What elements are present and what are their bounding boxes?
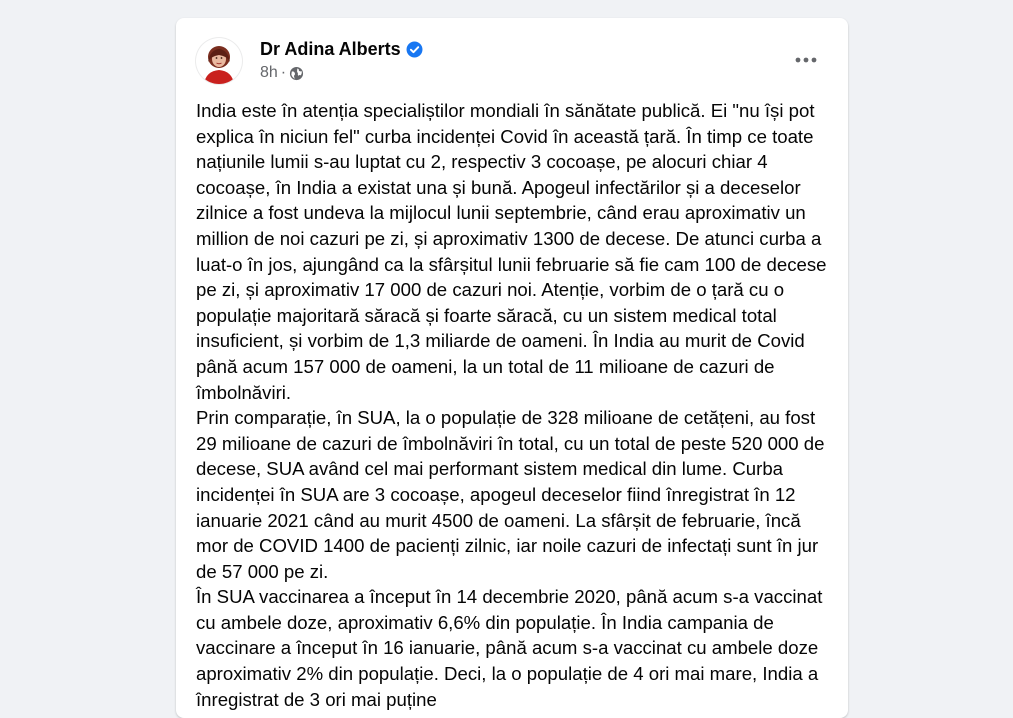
verified-badge-icon xyxy=(406,41,423,58)
post-card xyxy=(176,18,848,718)
post-timestamp[interactable]: 8h xyxy=(260,64,278,81)
post-body xyxy=(196,98,828,712)
post-paragraph: Prin comparație, în SUA, la o populație de 328 milioane de cetățeni, au fost 29 milioane de cazuri de îmbolnăviri în total, cu un total de peste 520 000 de decese, SUA având cel mai performant sistem medical din lume. Curba incidenței în SUA are 3 cocoașe, apogeul deceselor fiind înregistrat în 12 ianuarie 2021 când au murit 4500 de oameni. La sfârșit de februarie, încă mor de COVID 1400 de pacienți zilnic, iar noile cazuri de infectați sunt în jur de 57 000 pe zi. xyxy=(196,407,825,582)
post-paragraph: În SUA vaccinarea a început în 14 decembrie 2020, până acum s-a vaccinat cu ambele doze, aproximativ 6,6% din populație. În India campania de vaccinare a început în 16 ianuarie, până acum s-a vaccinat cu ambele doze aproximativ 2% din populație. Deci, la o populație de 4 ori mai mare, India a înregistrat de 3 ori mai puține xyxy=(196,586,823,710)
globe-icon[interactable] xyxy=(289,66,304,81)
author-name[interactable]: Dr Adina Alberts xyxy=(260,39,401,59)
post-paragraph: India este în atenția specialiștilor mondiali în sănătate publică. Ei "nu își pot explica în niciun fel" curba incidenței Covid în această țară. În timp ce toate națiunile lumii s-au luptat cu 2, respectiv 3 cocoașe, pe alocuri chiar 4 cocoașe, în India a existat una și bună. Apogeul infectărilor și a deceselor zilnice a fost undeva la mijlocul lunii septembrie, când erau aproximativ un million de noi cazuri pe zi, și aproximativ 1300 de decese. De atunci curba a luat-o în jos, ajungând ca la sfârșitul lunii februarie să fie cam 100 de decese pe zi, și aproximativ 17 000 de cazuri noi. Atenție, vorbim de o țară cu o populație majoritară săracă și foarte săracă, cu un sistem medical total insuficient, și vorbim de 1,3 miliarde de oameni. În India au murit de Covid până acum 157 000 de oameni, la un total de 11 milioane de cazuri de îmbolnăviri. xyxy=(196,100,827,403)
avatar[interactable] xyxy=(196,38,242,84)
post-meta xyxy=(260,64,304,82)
author-line xyxy=(260,38,423,60)
more-horizontal-icon xyxy=(794,56,818,64)
more-options-button[interactable] xyxy=(788,46,824,74)
profile-photo-icon xyxy=(196,38,242,84)
meta-separator: · xyxy=(280,64,287,81)
post-header xyxy=(196,38,832,86)
